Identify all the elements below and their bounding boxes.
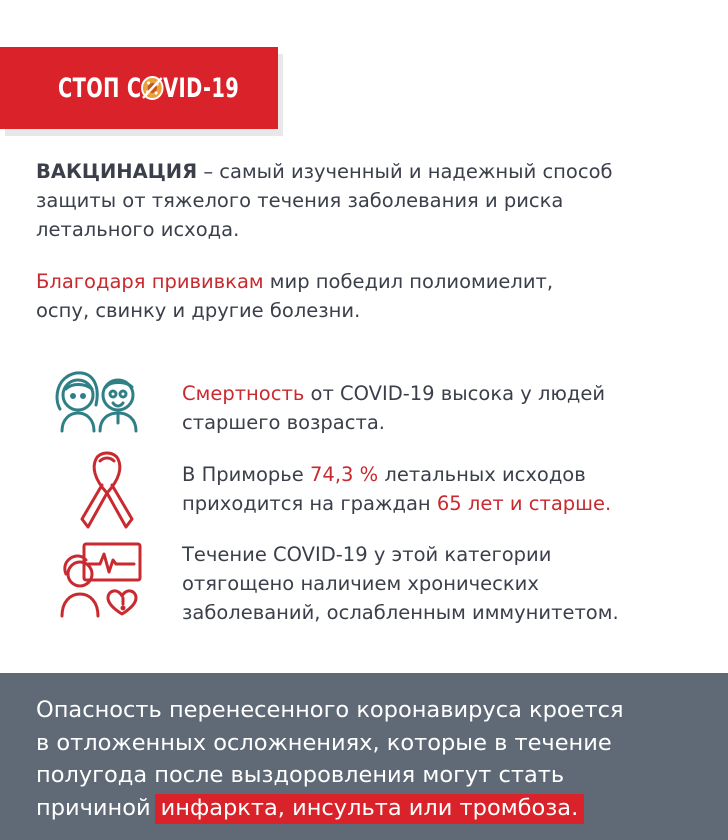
awareness-ribbon-icon — [78, 449, 136, 533]
banner-title — [58, 73, 239, 104]
history-paragraph — [36, 267, 696, 325]
coronavirus-icon — [140, 75, 164, 101]
fact3-line2: отягощено наличием хронических — [182, 572, 539, 595]
fact2-percent: 74,3 % — [310, 463, 379, 486]
fact-chronic — [182, 540, 722, 627]
footer-line4-pre: причиной — [36, 794, 151, 821]
elderly-couple-icon — [50, 365, 146, 433]
history-line1: мир победил полиомиелит, — [263, 270, 554, 293]
vaccination-bold: ВАКЦИНАЦИЯ — [36, 160, 198, 183]
history-red: Благодаря прививкам — [36, 270, 264, 293]
footer-panel — [0, 673, 728, 840]
vaccination-line2: защиты от тяжелого течения заболевания и риска — [36, 189, 564, 212]
footer-line3: полугода после выздоровления могут стать — [36, 762, 565, 788]
banner-text-after: VID-19 — [163, 72, 240, 104]
fact-mortality — [182, 379, 722, 437]
stop-covid-banner — [0, 47, 278, 129]
footer-line1: Опасность перенесенного коронавируса кроется — [36, 697, 624, 723]
fact-primorye — [182, 460, 722, 518]
fact3-line1: Течение COVID-19 у этой категории — [182, 543, 552, 566]
footer-highlight: инфаркта, инсульта или тромбоза. — [155, 794, 585, 824]
fact2-line1-pre: В Приморье — [182, 463, 310, 486]
patient-heart-monitor-icon — [56, 540, 146, 620]
fact2-line2-pre: приходится на граждан — [182, 492, 437, 515]
vaccination-paragraph — [36, 157, 696, 244]
footer-text — [36, 694, 716, 824]
vaccination-line3: летального исхода. — [36, 218, 240, 241]
fact1-line2: старшего возраста. — [182, 411, 385, 434]
fact1-red: Смертность — [182, 382, 305, 405]
fact3-line3: заболеваний, ослабленным иммунитетом. — [182, 601, 619, 624]
fact2-line1-post: летальных исходов — [378, 463, 586, 486]
fact2-age: 65 лет и старше. — [436, 492, 612, 515]
vaccination-line1: – самый изученный и надежный способ — [197, 160, 613, 183]
fact1-line1: от COVID-19 высока у людей — [304, 382, 606, 405]
history-line2: оспу, свинку и другие болезни. — [36, 299, 361, 322]
footer-line2: в отложенных осложнениях, которые в течение — [36, 729, 612, 756]
banner-text-before: СТОП C — [58, 72, 142, 104]
